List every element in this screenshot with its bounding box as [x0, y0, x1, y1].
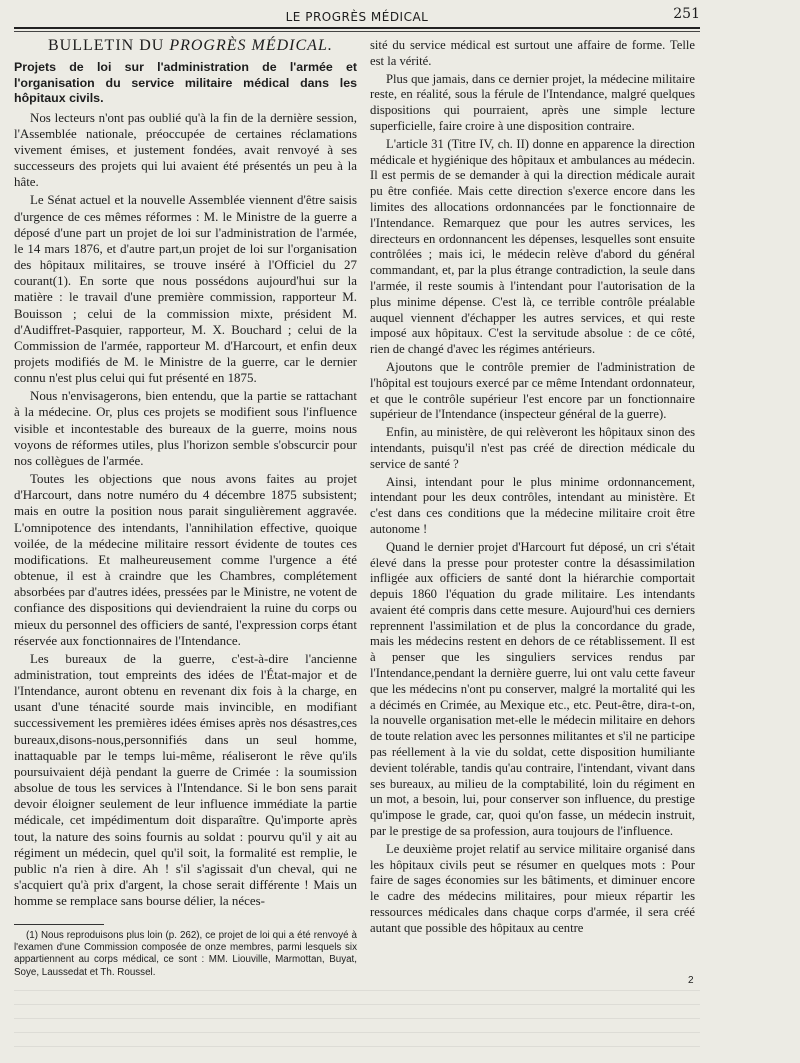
bulletin-title-journal: PROGRÈS MÉDICAL.	[169, 37, 333, 54]
paragraph: Nos lecteurs n'ont pas oublié qu'à la fin de la dernière session, l'Assemblée nationale, préoccupée de certaines réclamations vivement émises, et justement fondées, avait renvoyé à ses successeurs des projets qui lui avaient été présentés un peu à la hâte.	[14, 109, 357, 190]
paper-show-through	[14, 990, 700, 1050]
paragraph: Plus que jamais, dans ce dernier projet, la médecine militaire reste, en réalité, sous la férule de l'Intendance, malgré quelques dispositions qui pourraient, après une simple lecture superficielle, faire croire à une disposition contraire.	[370, 71, 695, 133]
right-column	[370, 38, 695, 939]
header-rule-thin	[14, 31, 700, 32]
page-number: 251	[673, 6, 700, 22]
paragraph: L'article 31 (Titre IV, ch. II) donne en apparence la direction médicale et hygiénique des hôpitaux et ambulances au médecin. Il est permis de se demander à qui la direction médicale aurait pu être confiée. Mais cette direction s'exerce encore dans les limites des allocations ordonnancées par le fonctionnaire de l'Intendance. Remarquez que pour les autres services, les directeurs en ordonnancent les dépenses, lesquelles sont ensuite contrôlées ; mais ici, le médecin relève d'abord du général commandant, et, par la plus étrange contradiction, la seule dans l'armée, il reste soumis à l'intendant pour l'autorisation de la plus minime dépense. C'est là, ce terrible contrôle préalable auquel viennent d'échapper les autres services, et qui reste imposé aux hôpitaux. C'est la servitude absolue : de ce côté, rien de changé d'avec les régimes antérieurs.	[370, 136, 695, 357]
running-head	[14, 6, 700, 28]
running-title: LE PROGRÈS MÉDICAL	[285, 10, 429, 24]
paragraph: Ainsi, intendant pour le plus minime ordonnancement, intendant pour les deux contrôles, intendant au ministère. Et c'est dans ces conditions que la médecine militaire croit être autonome !	[370, 474, 695, 536]
paragraph: Ajoutons que le contrôle premier de l'administration de l'hôpital est toujours exercé par ce même Intendant ordonnateur, et que le contrôle supérieur l'est encore par un fonctionnaire supérieur de l'Intendance (inspecteur général de la guerre).	[370, 359, 695, 422]
article-heading: Projets de loi sur l'administration de l'armée et l'organisation du service militaire médical dans les hôpitaux civils.	[14, 60, 357, 106]
header-rule	[14, 27, 700, 29]
bulletin-title-prefix: BULLETIN DU	[48, 37, 165, 54]
paragraph: Toutes les objections que nous avons faites au projet d'Harcourt, dans notre numéro du 4 décembre 1875 subsistent; mais en outre la position nous parait singulièrement aggravée. L'omnipotence des intendants, l'annihilation effective, quoique voilée, de la médecine militaire ressort évidente de toutes ces modifications. Et malheureusement comme l'urgence a été obtenue, il est à craindre que les Chambres, complétement absorbées par d'autres idées, pressées par le Ministre, ne votent de confiance des dispositions qui deviendraient la ruine du corps ou mieux du personnel des officiers de santé, l'expression corps étant réservée aux fonctionnaires de l'Intendance.	[14, 471, 357, 648]
paragraph: Le deuxième projet relatif au service militaire organisé dans les hôpitaux civils peut se résumer en quelques mots : Pour faire de sages économies sur les bâtiments, et diminuer encore le cadre des médecins militaires, pour mieux répartir les ressources médicales dans chaque corps d'armée, il sera créé autant que possible des hôpitaux au centre	[370, 841, 695, 935]
paragraph: Enfin, au ministère, de qui relèveront les hôpitaux sinon des intendants, puisqu'il n'est pas créé de direction médicale du service de santé ?	[370, 425, 695, 471]
paragraph: Les bureaux de la guerre, c'est-à-dire l'ancienne administration, tout empreints des idées de l'État-major et de l'Intendance, auront obtenu en revenant dix fois à la charge, en usant d'une ténacité sourde mais invincible, en modifiant successivement les premières idées émises après nos désastres,ces bureaux,disons-nous,personnifiés dans un seul homme, inattaquable par le temps lui-même, réaliseront le rêve qu'ils poursuivaient déjà pendant la guerre de Crimée : la soumission absolue de tous les services à l'Intendance. Si le bon sens parait devoir éloigner seulement de leur influence immédiate la partie médicale, cet impédimentum doit disparaître. Qu'importe après tout, la nature des soins fournis au soldat : pourvu qu'il y ait au régiment un médecin, quel qu'il soit, la formalité est remplie, le public n'a rien à dire. Ah ! s'il s'agissait d'un cheval, qui ne s'acquiert qu'à prix d'argent, la chose serait différente ! Mais un homme se remplace sans bourse délier, la néces-	[14, 650, 357, 909]
footnote-rule	[14, 924, 104, 925]
paragraph: Quand le dernier projet d'Harcourt fut déposé, un cri s'était élevé dans la presse pour protester contre la désassimilation infligée aux officiers de santé dont la hiérarchie comportait depuis 1860 l'équation du grade militaire. Les intendants avaient été compris dans cette mesure. Aujourd'hui ces derniers reprennent l'assimilation et de plus la concordance du grade, mais les médecins restent en dehors de ce rétablissement. Il est à penser que les singuliers services rendus par l'Intendance,pendant la dernière guerre, lui ont valu cette faveur que les médecins n'ont pu conserver, malgré la mortalité qui les a décimés en Crimée, au Mexique etc., etc. Peut-être, dira-t-on, la nouvelle organisation met-elle le médecin militaire en dehors de toute relation avec les personnes militantes et s'il ne participe pas réellement à la vie du soldat, cette disposition humiliante devient tolérable, tandis qu'au contraire, l'intendant, vivant dans ses bureaux, au milieu de la comptabilité, loin du régiment en un mot, a besoin, lui, pour conserver son influence, du prestige qu'impose le grade, car, quoi qu'on fasse, un médecin instruit, par le prestige de sa profession, aura toujours de l'influence.	[370, 539, 695, 839]
signature-mark: 2	[688, 975, 694, 986]
paragraph: sité du service médical est surtout une affaire de forme. Telle est la vérité.	[370, 38, 695, 68]
left-column	[14, 38, 357, 911]
paragraph: Nous n'envisagerons, bien entendu, que la partie se rattachant à la médecine. Or, plus ces projets se modifient sous l'influence visible et incontestable des bureaux de la guerre, moins nous voyons de réformes utiles, plus l'horizon semble s'obscurcir pour nos collègues de l'armée.	[14, 388, 357, 468]
footnote: (1) Nous reproduisons plus loin (p. 262), ce projet de loi qui a été renvoyé à l'examen d'une Commission composée de onze membres, parmi lesquels six appartiennent au corps médical, ce sont : MM. Liouville, Marmottan, Buyat, Soye, Laussedat et Th. Roussel.	[14, 930, 357, 978]
paragraph: Le Sénat actuel et la nouvelle Assemblée viennent d'être saisis d'urgence de ces mêmes réformes : M. le Ministre de la guerre a déposé d'une part un projet de loi sur l'administration de l'armée, le 14 mars 1876, et d'autre part,un projet de loi sur l'organisation des hôpitaux militaires, se trouve inséré à l'Officiel du 27 courant(1). En sorte que nous possédons aujourd'hui sur la matière : le travail d'une première commission, rapporteur M. Bouisson ; celui de la commission mixte, président M. d'Audiffret-Pasquier, rapporteur, M. X. Bouchard ; celui de la Commission de l'armée, rapporteur M. d'Harcourt, et enfin deux projets modifiés de M. le Ministre de la guerre, car le dernier connu n'est plus celui qui fut présenté en 1875.	[14, 192, 357, 386]
bulletin-title	[14, 38, 357, 54]
